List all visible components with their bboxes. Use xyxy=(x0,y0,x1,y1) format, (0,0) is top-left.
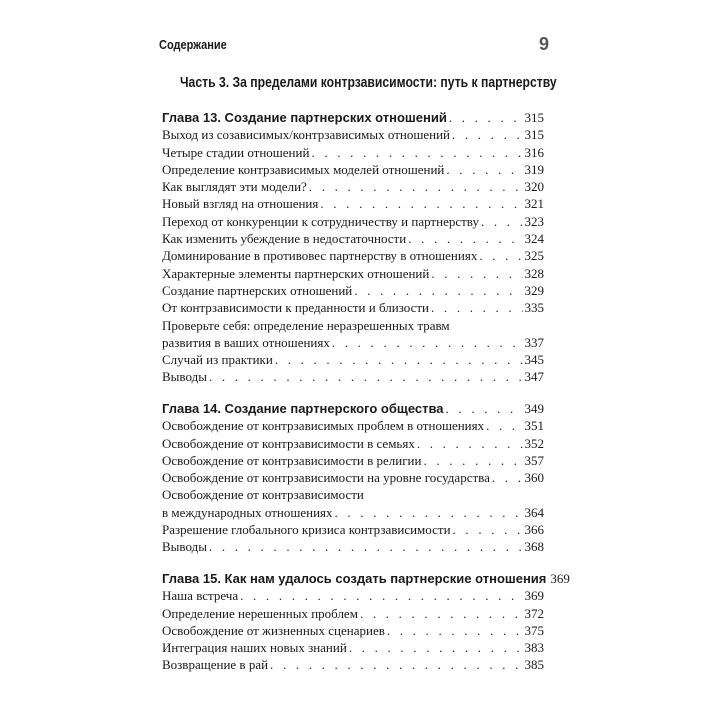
entry-title: Наша встреча xyxy=(162,588,239,604)
entry-title: Доминирование в противовес партнерству в отношениях xyxy=(162,248,478,264)
dot-leader xyxy=(209,368,523,385)
chapter-heading xyxy=(162,570,570,587)
entry-title: Определение контрзависимых моделей отношений xyxy=(162,161,445,177)
entry-page-number: 325 xyxy=(524,248,544,264)
dot-leader xyxy=(354,282,522,299)
entry-title: развития в ваших отношениях xyxy=(162,334,330,350)
entry-title: Как выглядят эти модели? xyxy=(162,179,307,195)
entry-title: Как изменить убеждение в недостаточности xyxy=(162,231,407,247)
dot-leader xyxy=(481,213,523,230)
entry-title: Случай из практики xyxy=(162,352,273,368)
entry-title: Проверьте себя: определение неразрешенных травм xyxy=(162,317,450,333)
entry-title: Освобождение от контрзависимости в религии xyxy=(162,452,422,468)
toc-entry xyxy=(162,334,544,351)
toc-entry xyxy=(162,417,544,434)
entry-title: Характерные элементы партнерских отношений xyxy=(162,265,430,281)
entry-page-number: 347 xyxy=(524,369,544,385)
dot-leader xyxy=(417,435,523,452)
entry-page-number: 328 xyxy=(524,265,544,281)
entry-title: Освобождение от контрзависимых проблем в отношениях xyxy=(162,418,485,434)
toc-entry xyxy=(162,656,544,673)
dot-leader xyxy=(492,469,523,486)
dot-leader xyxy=(486,417,522,434)
entry-page-number: 324 xyxy=(524,231,544,247)
toc-entry xyxy=(162,265,544,282)
dot-leader xyxy=(453,521,523,538)
dot-leader xyxy=(349,639,523,656)
chapter-title: Глава 14. Создание партнерского общества xyxy=(162,401,444,416)
entry-page-number: 337 xyxy=(524,334,544,350)
dot-leader xyxy=(209,538,523,555)
entry-title: в международных отношениях xyxy=(162,504,333,520)
dot-leader xyxy=(311,144,522,161)
toc-entry xyxy=(162,317,544,334)
toc-entry xyxy=(162,639,544,656)
dot-leader xyxy=(431,265,522,282)
entry-page-number: 366 xyxy=(524,522,544,538)
entry-title: Выводы xyxy=(162,539,207,555)
toc-entry xyxy=(162,622,544,639)
toc-chapter-14 xyxy=(162,400,544,556)
toc-entry xyxy=(162,213,544,230)
entry-page-number: 323 xyxy=(524,213,544,229)
toc-entry xyxy=(162,282,544,299)
chapter-heading xyxy=(162,400,544,417)
toc-entry xyxy=(162,521,544,538)
dot-leader xyxy=(449,109,523,126)
dot-leader xyxy=(408,230,522,247)
toc-entry xyxy=(162,435,544,452)
toc-entry xyxy=(162,452,544,469)
entry-page-number: 383 xyxy=(524,640,544,656)
dot-leader xyxy=(452,126,523,143)
dot-leader xyxy=(431,299,522,316)
entry-page-number: 375 xyxy=(524,622,544,638)
entry-title: Четыре стадии отношений xyxy=(162,144,310,160)
entry-page-number: 372 xyxy=(524,605,544,621)
dot-leader xyxy=(387,622,523,639)
dot-leader xyxy=(309,178,523,195)
entry-page-number: 315 xyxy=(524,110,544,125)
toc-entry xyxy=(162,126,544,143)
entry-page-number: 316 xyxy=(524,144,544,160)
entry-page-number: 369 xyxy=(524,588,544,604)
dot-leader xyxy=(446,161,522,178)
entry-title: Выводы xyxy=(162,369,207,385)
entry-page-number: 320 xyxy=(524,179,544,195)
entry-title: Освобождение от контрзависимости на уровне государства xyxy=(162,470,490,486)
toc-entry xyxy=(162,195,544,212)
dot-leader xyxy=(270,656,522,673)
toc-chapter-13 xyxy=(162,109,544,386)
entry-page-number: 360 xyxy=(524,470,544,486)
dot-leader xyxy=(423,452,522,469)
entry-title: Освобождение от контрзависимости в семьях xyxy=(162,435,415,451)
entry-title: Интеграция наших новых знаний xyxy=(162,640,347,656)
dot-leader xyxy=(360,605,523,622)
page-number: 9 xyxy=(538,34,549,54)
entry-page-number: 319 xyxy=(524,161,544,177)
toc-entry xyxy=(162,605,544,622)
toc-entry xyxy=(162,299,544,316)
entry-title: От контрзависимости к преданности и близости xyxy=(162,300,430,316)
entry-title: Разрешение глобального кризиса контрзависимости xyxy=(162,522,451,538)
toc-entry xyxy=(162,351,544,368)
entry-page-number: 349 xyxy=(524,401,544,416)
entry-title: Возвращение в рай xyxy=(162,657,269,673)
entry-title: Освобождение от жизненных сценариев xyxy=(162,622,385,638)
entry-page-number: 352 xyxy=(524,435,544,451)
entry-title: Переход от конкуренции к сотрудничеству и партнерству xyxy=(162,213,479,229)
dot-leader xyxy=(446,400,523,417)
entry-title: Определение нерешенных проблем xyxy=(162,605,358,621)
toc-entry xyxy=(162,587,544,604)
chapter-title: Глава 15. Как нам удалось создать партнерские отношения xyxy=(162,571,547,586)
dot-leader xyxy=(335,504,523,521)
dot-leader xyxy=(275,351,523,368)
dot-leader xyxy=(320,195,522,212)
running-head: Содержание xyxy=(159,38,227,52)
entry-page-number: 345 xyxy=(524,352,544,368)
entry-page-number: 369 xyxy=(550,571,570,586)
toc-entry xyxy=(162,469,544,486)
chapter-title: Глава 13. Создание партнерских отношений xyxy=(162,110,447,125)
toc-entry xyxy=(162,161,544,178)
entry-page-number: 351 xyxy=(524,418,544,434)
entry-page-number: 335 xyxy=(524,300,544,316)
entry-page-number: 385 xyxy=(524,657,544,673)
dot-leader xyxy=(479,247,522,264)
entry-title: Освобождение от контрзависимости xyxy=(162,487,364,503)
dot-leader xyxy=(332,334,523,351)
dot-leader xyxy=(240,587,522,604)
toc-entry xyxy=(162,538,544,555)
toc-entry xyxy=(162,144,544,161)
entry-page-number: 315 xyxy=(524,127,544,143)
entry-page-number: 329 xyxy=(524,282,544,298)
toc-entry xyxy=(162,368,544,385)
entry-page-number: 368 xyxy=(524,539,544,555)
toc-entry xyxy=(162,178,544,195)
toc-chapter-15 xyxy=(162,570,570,674)
entry-title: Выход из созависимых/контрзависимых отношений xyxy=(162,127,450,143)
entry-title: Создание партнерских отношений xyxy=(162,282,353,298)
part-title: Часть 3. За пределами контрзависимости: путь к партнерству xyxy=(180,75,557,91)
toc-entry xyxy=(162,486,544,503)
entry-title: Новый взгляд на отношения xyxy=(162,196,319,212)
entry-page-number: 364 xyxy=(524,504,544,520)
toc-entry xyxy=(162,504,544,521)
entry-page-number: 321 xyxy=(524,196,544,212)
chapter-heading xyxy=(162,109,544,126)
toc-entry xyxy=(162,230,544,247)
toc-entry xyxy=(162,247,544,264)
entry-page-number: 357 xyxy=(524,452,544,468)
